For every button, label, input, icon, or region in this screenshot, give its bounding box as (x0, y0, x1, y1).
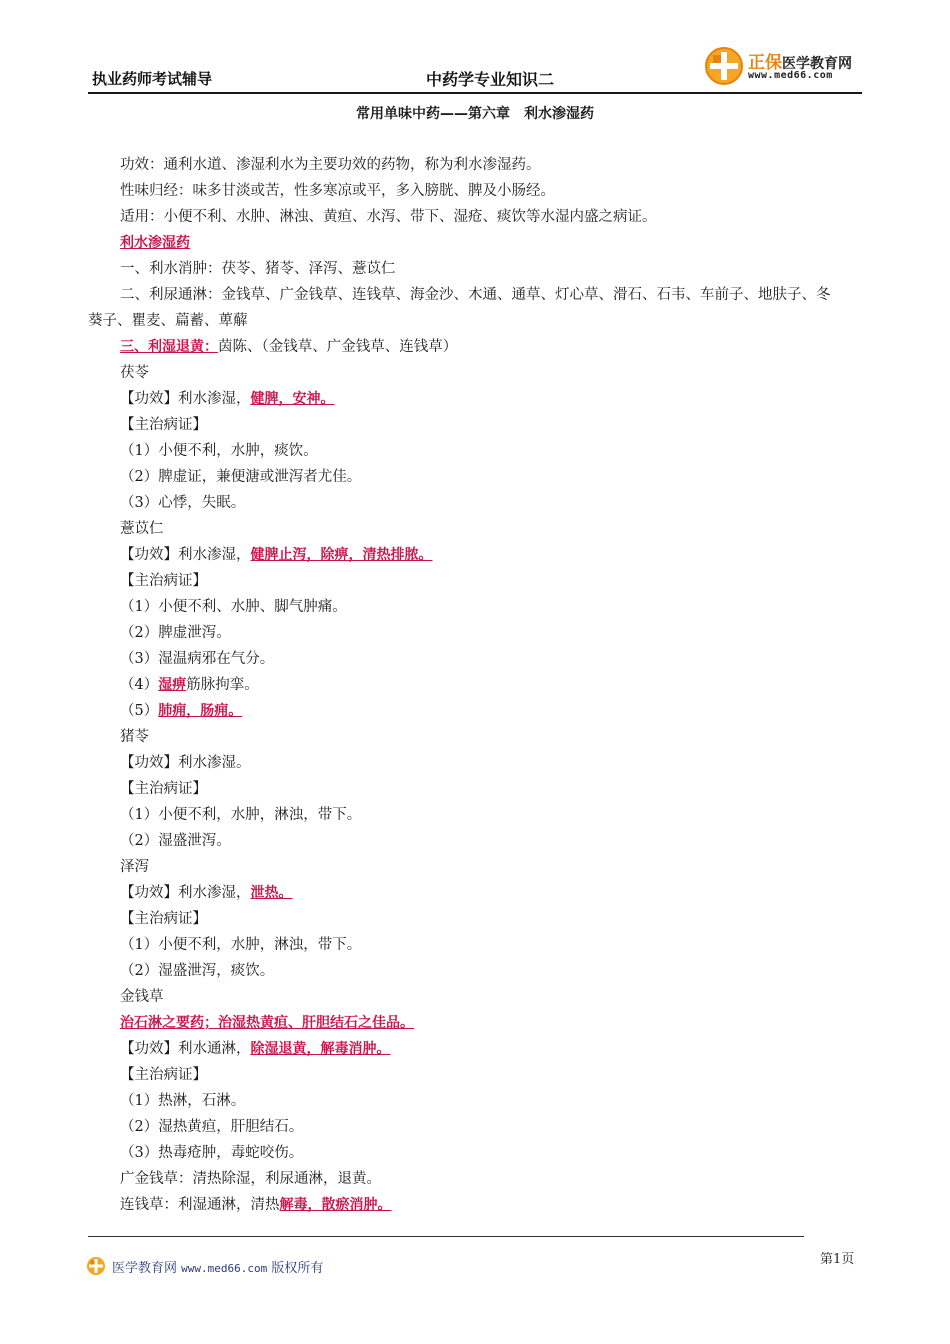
line-text: （2）脾虚证，兼便溏或泄泻者尤佳。 (120, 469, 362, 485)
footer-text (112, 1257, 323, 1276)
text-line (88, 958, 868, 984)
highlight-text: 除湿退黄，解毒消肿。 (250, 1041, 391, 1057)
line-text: 葵子、瞿麦、萹蓄、萆薢 (88, 313, 248, 329)
text-line (88, 620, 868, 646)
line-text: 【功效】利水渗湿。 (120, 755, 251, 771)
text-line (88, 230, 868, 256)
text-line (88, 1140, 868, 1166)
line-text: 【功效】利水渗湿， (120, 547, 251, 563)
text-line (88, 776, 868, 802)
text-line (88, 750, 868, 776)
text-line (88, 386, 868, 412)
line-text: 泽泻 (120, 859, 149, 875)
highlight-text: 泄热。 (250, 885, 293, 901)
text-line (88, 1114, 868, 1140)
text-line (88, 594, 868, 620)
line-text: 功效：通利水道、渗湿利水为主要功效的药物，称为利水渗湿药。 (120, 157, 541, 173)
text-line (88, 984, 868, 1010)
line-text: 茵陈、（金钱草、广金钱草、连钱草） (218, 339, 458, 355)
line-text: 广金钱草：清热除湿，利尿通淋，退黄。 (120, 1171, 381, 1187)
line-text: 【功效】利水通淋， (120, 1041, 251, 1057)
text-line (88, 672, 868, 698)
text-line (88, 542, 868, 568)
text-line (88, 906, 868, 932)
line-text: 【主治病证】 (120, 1067, 207, 1083)
brand-logo (704, 44, 874, 90)
text-line (88, 334, 868, 360)
text-line (88, 464, 868, 490)
line-text: （3）湿温病邪在气分。 (120, 651, 275, 667)
line-text: 【主治病证】 (120, 417, 207, 433)
text-line (88, 802, 868, 828)
line-text: 一、利水消肿：茯苓、猪苓、泽泻、薏苡仁 (120, 261, 396, 277)
footer-copyright: 版权所有 (271, 1261, 324, 1276)
line-text: （2）湿盛泄泻，痰饮。 (120, 963, 275, 979)
line-text: 【主治病证】 (120, 573, 207, 589)
text-line (88, 152, 868, 178)
text-line (88, 412, 868, 438)
text-line (88, 1036, 868, 1062)
line-text: 金钱草 (120, 989, 164, 1005)
text-line (88, 932, 868, 958)
highlight-text: 利水渗湿药 (120, 235, 190, 251)
text-line (88, 1166, 868, 1192)
text-line (88, 1062, 868, 1088)
line-text: （1）小便不利、水肿、脚气肿痛。 (120, 599, 347, 615)
highlight-text: 湿痹 (158, 677, 187, 693)
line-text: （1）小便不利，水肿，淋浊，带下。 (120, 937, 362, 953)
line-text: 适用：小便不利、水肿、淋浊、黄疸、水泻、带下、湿疮、痰饮等水湿内盛之病证。 (120, 209, 657, 225)
header-subject-title: 中药学专业知识二 (426, 70, 555, 89)
line-text: （4） (120, 677, 159, 693)
document-body (88, 152, 868, 1218)
line-text: 【主治病证】 (120, 781, 207, 797)
text-line (88, 1088, 868, 1114)
line-text: 猪苓 (120, 729, 149, 745)
line-text: （2）湿热黄疸，肝胆结石。 (120, 1119, 304, 1135)
text-line (88, 646, 868, 672)
text-line (88, 438, 868, 464)
text-line (88, 880, 868, 906)
footer-divider (88, 1236, 804, 1237)
med66-logo-icon (86, 1256, 106, 1276)
text-line (88, 516, 868, 542)
line-text: （1）小便不利，水肿，痰饮。 (120, 443, 318, 459)
line-text: 二、利尿通淋：金钱草、广金钱草、连钱草、海金沙、木通、通草、灯心草、滑石、石韦、车前子、地肤子、冬 (120, 287, 831, 303)
text-line (88, 698, 868, 724)
highlight-text: 健脾，安神。 (250, 391, 335, 407)
text-line (88, 1192, 868, 1218)
footer-brand-name: 医学教育网 (112, 1261, 178, 1276)
text-line (88, 178, 868, 204)
line-text: （1）小便不利，水肿，淋浊，带下。 (120, 807, 362, 823)
text-line (88, 204, 868, 230)
line-text: （2）脾虚泄泻。 (120, 625, 231, 641)
text-line (88, 568, 868, 594)
text-line (88, 724, 868, 750)
line-text: （3）热毒疮肿，毒蛇咬伤。 (120, 1145, 304, 1161)
line-text: 薏苡仁 (120, 521, 164, 537)
text-line (88, 308, 868, 334)
highlight-text: 治石淋之要药；治湿热黄疸、肝胆结石之佳品。 (120, 1015, 414, 1031)
line-text: 连钱草：利湿通淋，清热 (120, 1197, 280, 1213)
line-text: （5） (120, 703, 159, 719)
text-line (88, 854, 868, 880)
page-number: 第1页 (820, 1252, 855, 1267)
text-line (88, 282, 868, 308)
text-line (88, 360, 868, 386)
line-text: 【主治病证】 (120, 911, 207, 927)
highlight-text: 解毒，散瘀消肿。 (279, 1197, 392, 1213)
logo-url: www.med66.com (748, 70, 833, 81)
chapter-title: 常用单味中药——第六章 利水渗湿药 (356, 106, 594, 122)
highlight-text: 三、利湿退黄： (120, 339, 218, 355)
line-text: （1）热淋，石淋。 (120, 1093, 246, 1109)
line-text: 【功效】利水渗湿， (120, 391, 251, 407)
line-text: 性味归经：味多甘淡或苦，性多寒凉或平，多入膀胱、脾及小肠经。 (120, 183, 555, 199)
text-line (88, 1010, 868, 1036)
highlight-text: 健脾止泻，除痹，清热排脓。 (250, 547, 433, 563)
logo-brand-text: 正保医学教育网 (748, 53, 852, 73)
line-text: 筋脉拘挛。 (186, 677, 259, 693)
line-text: （3）心悸，失眠。 (120, 495, 246, 511)
footer-url: www.med66.com (181, 1262, 268, 1275)
text-line (88, 490, 868, 516)
text-line (88, 256, 868, 282)
med66-logo-icon (704, 46, 744, 86)
line-text: 茯苓 (120, 365, 149, 381)
line-text: 【功效】利水渗湿， (120, 885, 251, 901)
highlight-text: 肺痈，肠痈。 (158, 703, 243, 719)
header-left-title: 执业药师考试辅导 (92, 70, 213, 88)
line-text: （2）湿盛泄泻。 (120, 833, 231, 849)
text-line (88, 828, 868, 854)
